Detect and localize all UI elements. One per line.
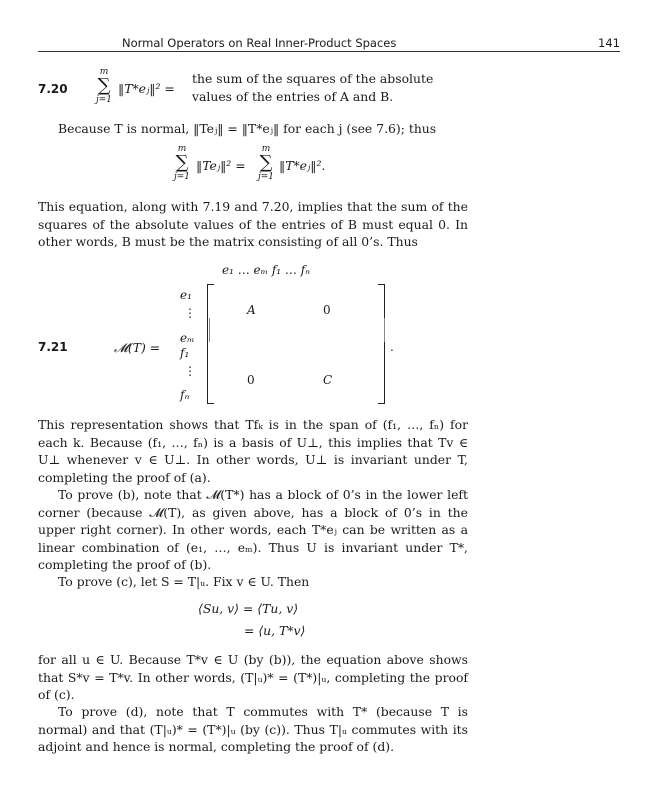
equation-c-line2: = ⟨u, T*v⟩ [244, 623, 306, 638]
sigma-glyph: ∑ [259, 152, 273, 173]
sum-symbol-7-20 [94, 67, 114, 105]
row-label-dots-top: ⋮ [184, 306, 196, 320]
sum-upper-limit: m [177, 144, 187, 154]
block-zero-top-right: 0 [323, 303, 331, 317]
matrix-period: . [390, 340, 394, 354]
chapter-title: Normal Operators on Real Inner-Product Spaces [122, 36, 397, 50]
right-bracket [378, 284, 385, 404]
eq-7-20-text-line1: the sum of the squares of the absolute [192, 71, 434, 86]
paragraph-this-equation: This equation, along with 7.19 and 7.20, implies that the sum of the squares of the absolute values of the entries of B must equal 0. In other words, B must be the matrix consisting of all 0’s. Thus [38, 199, 468, 250]
norm-expression-right: ‖T*eⱼ‖². [279, 158, 326, 173]
matrix-edge-mark [209, 318, 210, 342]
sum-lower-limit: j=1 [173, 172, 191, 182]
sum-upper-limit: m [99, 67, 109, 77]
paragraph-normal: Because T is normal, ‖Teⱼ‖ = ‖T*eⱼ‖ for each j (see 7.6); thus [58, 121, 437, 136]
equation-label-7-20: 7.20 [38, 82, 68, 96]
paragraph-representation: This representation shows that Tfₖ is in the span of (f₁, …, fₙ) for each k. Because (f₁, …, fₙ) is a basis of U⊥, this implies that Tv ∈ U⊥ whenever v ∈ U⊥. In other words, U⊥ is invariant under T, completing the proof of (a). [38, 417, 468, 485]
block-A: A [247, 303, 256, 317]
norm-expression-left: ‖Teⱼ‖² = [196, 158, 246, 173]
matrix-edge-mark [384, 318, 385, 342]
block-C: C [323, 373, 333, 387]
paragraph-proof-c-intro: To prove (c), let S = T|ᵤ. Fix v ∈ U. Then [58, 574, 310, 589]
sigma-glyph: ∑ [175, 152, 189, 173]
paragraph-proof-d: To prove (d), note that T commutes with T* (because T is normal) and that (T|ᵤ)* = (T*)|ᵤ (by (c)). Thus T|ᵤ commutes with its adjoint and hence is normal, completing the proof of (d). [38, 704, 468, 755]
norm-expression-7-20: ‖T*eⱼ‖² = [118, 81, 175, 96]
sum-lower-limit: j=1 [95, 95, 113, 105]
sum-symbol-right [256, 144, 276, 182]
sum-lower-limit: j=1 [257, 172, 275, 182]
left-bracket [207, 284, 214, 404]
sigma-glyph: ∑ [97, 75, 111, 96]
row-label-dots-bottom: ⋮ [184, 364, 196, 378]
sum-upper-limit: m [261, 144, 271, 154]
equation-label-7-21: 7.21 [38, 340, 68, 354]
row-label-e1: e₁ [180, 288, 192, 302]
matrix-column-headers: e₁ … eₘ f₁ … fₙ [222, 263, 311, 277]
sum-symbol-left [172, 144, 192, 182]
row-label-fn: fₙ [180, 388, 190, 402]
running-header [38, 33, 620, 52]
eq-7-20-text-line2: values of the entries of A and B. [192, 89, 394, 104]
equation-c-line1: ⟨Su, v⟩ = ⟨Tu, v⟩ [198, 601, 299, 616]
paragraph-proof-c-end: for all u ∈ U. Because T*v ∈ U (by (b)), the equation above shows that S*v = T*v. In other words, (T|ᵤ)* = (T*)|ᵤ, completing the proof of (c). [38, 652, 468, 703]
row-label-em: eₘ [180, 331, 195, 345]
paragraph-proof-b: To prove (b), note that 𝓜(T*) has a block of 0’s in the lower left corner (because 𝓜(T), as given above, has a block of 0’s in the upper right corner). In other words, each T*eⱼ can be written as a linear combination of (e₁, …, eₘ). Thus U is invariant under T*, completing the proof of (b). [38, 487, 468, 573]
matrix-lhs: 𝓜(T) = [114, 340, 161, 355]
row-label-f1: f₁ [180, 346, 190, 360]
block-zero-bottom-left: 0 [247, 373, 255, 387]
page-number: 141 [598, 36, 620, 50]
